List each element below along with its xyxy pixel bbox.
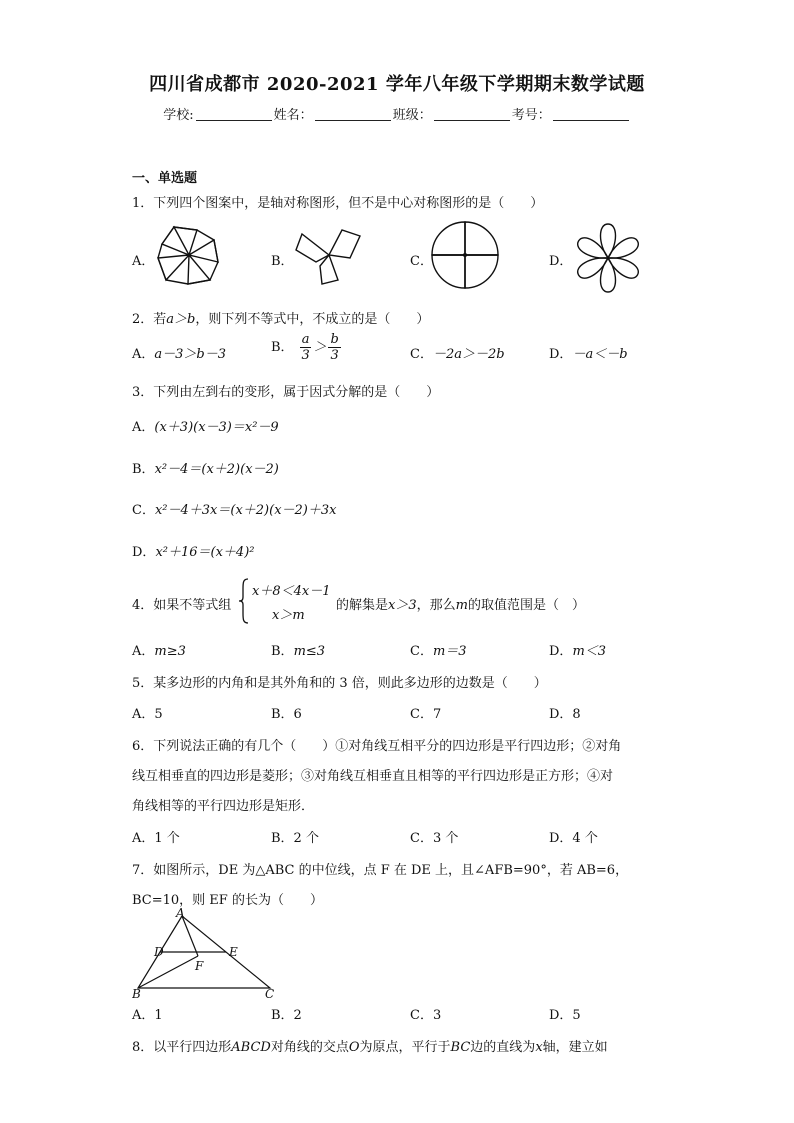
q4-stem-pre: 4．如果不等式组	[132, 598, 232, 613]
q3-d-label: D．	[132, 545, 156, 560]
q8-abcd: ABCD	[231, 1040, 271, 1055]
page-title: 四川省成都市 2020-2021 学年八年级下学期期末数学试题	[149, 74, 645, 95]
q1-option-d: D．	[549, 254, 573, 269]
q8-pre: 8．以平行四边形	[132, 1040, 232, 1055]
label-d: D	[154, 945, 164, 959]
q1-option-a: A．	[132, 254, 155, 269]
q3-option-a	[132, 416, 279, 435]
segment-bf	[138, 956, 198, 988]
q1-option-c: C．	[410, 254, 433, 269]
three-rhombus-icon	[292, 222, 366, 288]
q8-bc: BC	[450, 1040, 471, 1055]
q2-frac-b-den: 3	[330, 348, 339, 363]
class-blank	[434, 107, 510, 121]
q2-a-label: A．	[132, 347, 155, 362]
q3-option-b	[132, 458, 279, 477]
q3-d-math: x²＋16＝(x＋4)²	[155, 545, 255, 560]
label-c: C	[265, 987, 275, 1000]
q2-c-label: C．	[410, 347, 433, 362]
q7-option-d: D．5	[549, 1008, 581, 1023]
label-a: A	[176, 908, 185, 920]
q2-c-math: －2a＞－2b	[432, 347, 505, 362]
q8-x: x	[535, 1040, 543, 1055]
q4-b-label: B．	[271, 644, 294, 659]
q7-option-a: A．1	[132, 1008, 163, 1023]
six-petal-flower-icon	[568, 218, 648, 298]
q8-mid3: 边的直线为	[470, 1040, 536, 1055]
q2-option-c	[410, 343, 505, 362]
q7-option-b: B．2	[271, 1008, 302, 1023]
class-label: 班级：	[392, 108, 432, 123]
q2-stem	[132, 308, 429, 327]
q3-option-d	[132, 541, 254, 560]
q2-frac-a-den: 3	[301, 348, 310, 363]
q4-b-math: m≤3	[293, 644, 326, 659]
q4-stem-post: 的取值范围是（ ）	[467, 598, 585, 613]
q6-option-d: D．4 个	[549, 831, 598, 846]
q8-line1	[132, 1036, 608, 1055]
q4-c-label: C．	[410, 644, 433, 659]
q6-option-a: A．1 个	[132, 831, 180, 846]
q2-frac-rel: ＞	[313, 340, 327, 355]
q2-option-a	[132, 343, 226, 362]
q8-o: O	[348, 1040, 360, 1055]
q2-stem-pre: 2．若	[132, 312, 167, 327]
q6-line2: 线互相垂直的四边形是菱形；③对角线互相垂直且相等的平行四边形是正方形；④对	[132, 769, 614, 784]
q3-option-c	[132, 499, 336, 518]
q2-option-b	[271, 332, 343, 363]
q2-b-label: B．	[271, 340, 294, 355]
q3-c-math: x²－4＋3x＝(x＋2)(x－2)＋3x	[154, 503, 337, 518]
q1-option-b: B．	[271, 254, 294, 269]
q2-stem-post: ，则下列不等式中，不成立的是（ ）	[195, 312, 430, 327]
name-blank	[315, 107, 391, 121]
number-label: 考号：	[511, 108, 551, 123]
q5-option-d: D．8	[549, 707, 581, 722]
quarter-pinwheel-icon	[428, 218, 502, 292]
q2-frac-a-num: a	[301, 332, 310, 347]
q4-system-line1: x＋8＜4x－1	[252, 584, 331, 599]
q3-b-math: x²－4＝(x＋2)(x－2)	[154, 462, 279, 477]
q4-stem-mid: 的解集是	[336, 598, 389, 613]
q2-frac-a	[300, 332, 312, 363]
number-blank	[553, 107, 629, 121]
q4-option-a	[132, 640, 186, 659]
q3-b-label: B．	[132, 462, 155, 477]
label-b: B	[132, 987, 141, 1000]
q6-line1: 6．下列说法正确的有几个（ ）①对角线互相平分的四边形是平行四边形；②对角	[132, 739, 622, 754]
q5-option-a: A．5	[132, 707, 163, 722]
q7-line1: 7．如图所示，DE 为△ABC 的中位线，点 F 在 DE 上，且∠AFB=90°，若 AB=6，	[132, 863, 629, 878]
q4-d-label: D．	[549, 644, 573, 659]
q2-d-math: －a＜－b	[572, 347, 628, 362]
q2-option-d	[549, 343, 628, 362]
section-heading: 一、单选题	[132, 171, 198, 186]
q6-option-c: C．3 个	[410, 831, 459, 846]
triangle-figure	[132, 908, 278, 1000]
q5-option-c: C．7	[410, 707, 442, 722]
q8-mid2: 为原点，平行于	[359, 1040, 451, 1055]
q4-stem-mid2: ，那么	[416, 598, 456, 613]
q3-stem: 3．下列由左到右的变形，属于因式分解的是（ ）	[132, 385, 440, 400]
q4-system-line2: x＞m	[272, 608, 305, 623]
q5-stem: 5．某多边形的内角和是其外角和的 3 倍，则此多边形的边数是（ ）	[132, 676, 547, 691]
q4-var: m	[455, 598, 468, 613]
system-brace-icon	[238, 577, 250, 625]
q4-option-b	[271, 640, 325, 659]
q4-a-math: m≥3	[154, 644, 186, 659]
label-f: F	[195, 959, 204, 973]
q2-d-label: D．	[549, 347, 573, 362]
q2-frac-b-num: b	[330, 332, 339, 347]
q8-post: 轴，建立如	[542, 1040, 608, 1055]
q4-option-c	[410, 640, 467, 659]
q3-c-label: C．	[132, 503, 155, 518]
student-info-row	[0, 104, 794, 123]
q4-c-math: m＝3	[432, 644, 467, 659]
name-label: 姓名：	[273, 108, 313, 123]
star-pinwheel-icon	[152, 222, 226, 288]
q8-mid1: 对角线的交点	[270, 1040, 349, 1055]
label-e: E	[229, 945, 238, 959]
school-label: 学校:	[163, 108, 194, 123]
q4-d-math: m＜3	[572, 644, 607, 659]
q5-option-b: B．6	[271, 707, 302, 722]
q7-line2: BC=10，则 EF 的长为（ ）	[132, 893, 323, 908]
q4-stem-rest	[336, 594, 585, 613]
q4-condition: x＞3	[388, 598, 417, 613]
q3-a-math: (x＋3)(x－3)＝x²－9	[154, 420, 279, 435]
q7-option-c: C．3	[410, 1008, 442, 1023]
q6-option-b: B．2 个	[271, 831, 319, 846]
q3-a-label: A．	[132, 420, 155, 435]
q2-a-math: a－3＞b－3	[154, 347, 227, 362]
q2-condition: a＞b	[166, 312, 196, 327]
school-blank	[196, 107, 272, 121]
q1-stem: 1．下列四个图案中，是轴对称图形，但不是中心对称图形的是（ ）	[132, 196, 544, 211]
q4-a-label: A．	[132, 644, 155, 659]
q6-line3: 角线相等的平行四边形是矩形．	[132, 799, 315, 814]
q4-option-d	[549, 640, 606, 659]
q2-frac-b	[328, 332, 340, 363]
